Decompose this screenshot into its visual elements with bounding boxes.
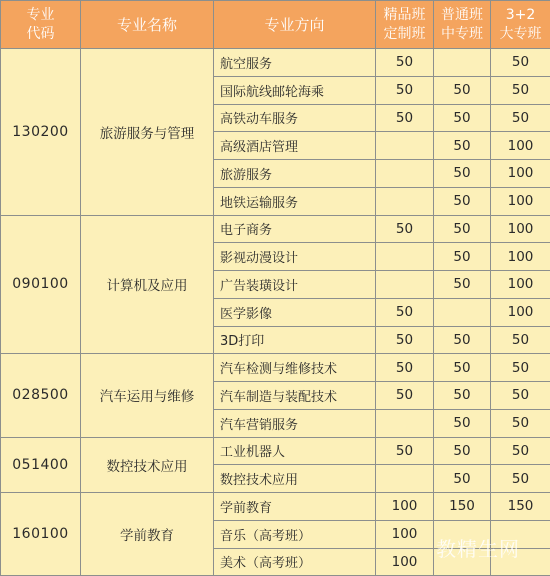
- quota-3plus2-class: 50: [491, 437, 550, 465]
- table-row: [1, 354, 550, 382]
- major-direction: 工业机器人: [214, 437, 376, 465]
- major-direction: 汽车制造与装配技术: [214, 382, 376, 410]
- table-header: [1, 1, 550, 49]
- quota-regular-class: 50: [434, 187, 491, 215]
- quota-boutique-class: 50: [376, 49, 434, 77]
- quota-boutique-class: [376, 465, 434, 493]
- quota-boutique-class: [376, 243, 434, 271]
- table-row: [1, 49, 550, 77]
- quota-boutique-class: [376, 409, 434, 437]
- quota-regular-class: 50: [434, 465, 491, 493]
- quota-boutique-class: 100: [376, 548, 434, 576]
- quota-boutique-class: [376, 271, 434, 299]
- header-direction: 专业方向: [214, 1, 376, 49]
- major-code: 160100: [1, 493, 81, 576]
- quota-3plus2-class: [491, 548, 550, 576]
- major-direction: 美术（高考班）: [214, 548, 376, 576]
- major-direction: 广告装璜设计: [214, 271, 376, 299]
- header-col-a-line2: 定制班: [383, 25, 426, 42]
- header-col-c-line1: 3+2: [505, 6, 536, 23]
- quota-regular-class: 50: [434, 382, 491, 410]
- quota-regular-class: 50: [434, 76, 491, 104]
- watermark: 教精生网: [436, 537, 520, 561]
- quota-boutique-class: 50: [376, 215, 434, 243]
- quota-regular-class: [434, 520, 491, 548]
- quota-3plus2-class: 50: [491, 354, 550, 382]
- quota-3plus2-class: 50: [491, 409, 550, 437]
- quota-3plus2-class: 100: [491, 187, 550, 215]
- quota-regular-class: 50: [434, 271, 491, 299]
- header-col-b: [434, 1, 491, 49]
- header-code-line2: 代码: [26, 25, 55, 42]
- major-code: 090100: [1, 215, 81, 354]
- header-row: [1, 1, 550, 49]
- header-code-line1: 专业: [26, 6, 55, 23]
- table-row: [1, 437, 550, 465]
- quota-3plus2-class: 100: [491, 132, 550, 160]
- major-direction: 国际航线邮轮海乘: [214, 76, 376, 104]
- major-direction: 电子商务: [214, 215, 376, 243]
- header-name: 专业名称: [81, 1, 214, 49]
- quota-3plus2-class: 50: [491, 326, 550, 354]
- header-code: [1, 1, 81, 49]
- quota-boutique-class: 100: [376, 493, 434, 521]
- quota-regular-class: 50: [434, 160, 491, 188]
- quota-boutique-class: 100: [376, 520, 434, 548]
- quota-boutique-class: 50: [376, 298, 434, 326]
- quota-boutique-class: 50: [376, 326, 434, 354]
- quota-regular-class: 150: [434, 493, 491, 521]
- header-col-c-line2: 大专班: [499, 25, 542, 42]
- major-code: 028500: [1, 354, 81, 437]
- major-direction: 3D打印: [214, 326, 376, 354]
- quota-3plus2-class: 100: [491, 215, 550, 243]
- quota-boutique-class: 50: [376, 382, 434, 410]
- major-direction: 高级酒店管理: [214, 132, 376, 160]
- quota-3plus2-class: 50: [491, 465, 550, 493]
- major-name: 数控技术应用: [81, 437, 214, 493]
- major-direction: 数控技术应用: [214, 465, 376, 493]
- quota-regular-class: 50: [434, 409, 491, 437]
- major-direction: 学前教育: [214, 493, 376, 521]
- table-row: [1, 215, 550, 243]
- major-name: 学前教育: [81, 493, 214, 576]
- major-code: 130200: [1, 49, 81, 216]
- quota-regular-class: 50: [434, 354, 491, 382]
- quota-boutique-class: 50: [376, 437, 434, 465]
- quota-boutique-class: 50: [376, 104, 434, 132]
- quota-regular-class: [434, 298, 491, 326]
- quota-3plus2-class: 100: [491, 160, 550, 188]
- quota-regular-class: 50: [434, 215, 491, 243]
- header-col-b-line2: 中专班: [441, 25, 483, 42]
- header-col-a-line1: 精品班: [383, 6, 426, 23]
- quota-boutique-class: [376, 132, 434, 160]
- major-direction: 地铁运输服务: [214, 187, 376, 215]
- quota-boutique-class: [376, 187, 434, 215]
- quota-3plus2-class: 100: [491, 271, 550, 299]
- major-direction: 高铁动车服务: [214, 104, 376, 132]
- major-direction: 汽车营销服务: [214, 409, 376, 437]
- major-code: 051400: [1, 437, 81, 493]
- quota-boutique-class: [376, 160, 434, 188]
- header-col-b-line1: 普通班: [441, 6, 483, 23]
- header-col-c: [491, 1, 550, 49]
- quota-3plus2-class: 50: [491, 76, 550, 104]
- quota-3plus2-class: 50: [491, 49, 550, 77]
- quota-regular-class: [434, 548, 491, 576]
- major-direction: 航空服务: [214, 49, 376, 77]
- quota-boutique-class: 50: [376, 76, 434, 104]
- major-direction: 医学影像: [214, 298, 376, 326]
- major-name: 旅游服务与管理: [81, 49, 214, 216]
- quota-3plus2-class: 50: [491, 104, 550, 132]
- quota-boutique-class: 50: [376, 354, 434, 382]
- table-body: [1, 49, 550, 576]
- major-direction: 汽车检测与维修技术: [214, 354, 376, 382]
- header-col-a: [376, 1, 434, 49]
- major-direction: 音乐（高考班）: [214, 520, 376, 548]
- quota-3plus2-class: 100: [491, 298, 550, 326]
- quota-regular-class: 50: [434, 104, 491, 132]
- quota-regular-class: 50: [434, 326, 491, 354]
- quota-regular-class: 50: [434, 132, 491, 160]
- major-direction: 旅游服务: [214, 160, 376, 188]
- quota-regular-class: [434, 49, 491, 77]
- quota-3plus2-class: [491, 520, 550, 548]
- quota-regular-class: 50: [434, 437, 491, 465]
- major-direction: 影视动漫设计: [214, 243, 376, 271]
- table-row: [1, 493, 550, 521]
- quota-3plus2-class: 50: [491, 382, 550, 410]
- major-name: 计算机及应用: [81, 215, 214, 354]
- major-name: 汽车运用与维修: [81, 354, 214, 437]
- quota-3plus2-class: 150: [491, 493, 550, 521]
- quota-3plus2-class: 100: [491, 243, 550, 271]
- quota-regular-class: 50: [434, 243, 491, 271]
